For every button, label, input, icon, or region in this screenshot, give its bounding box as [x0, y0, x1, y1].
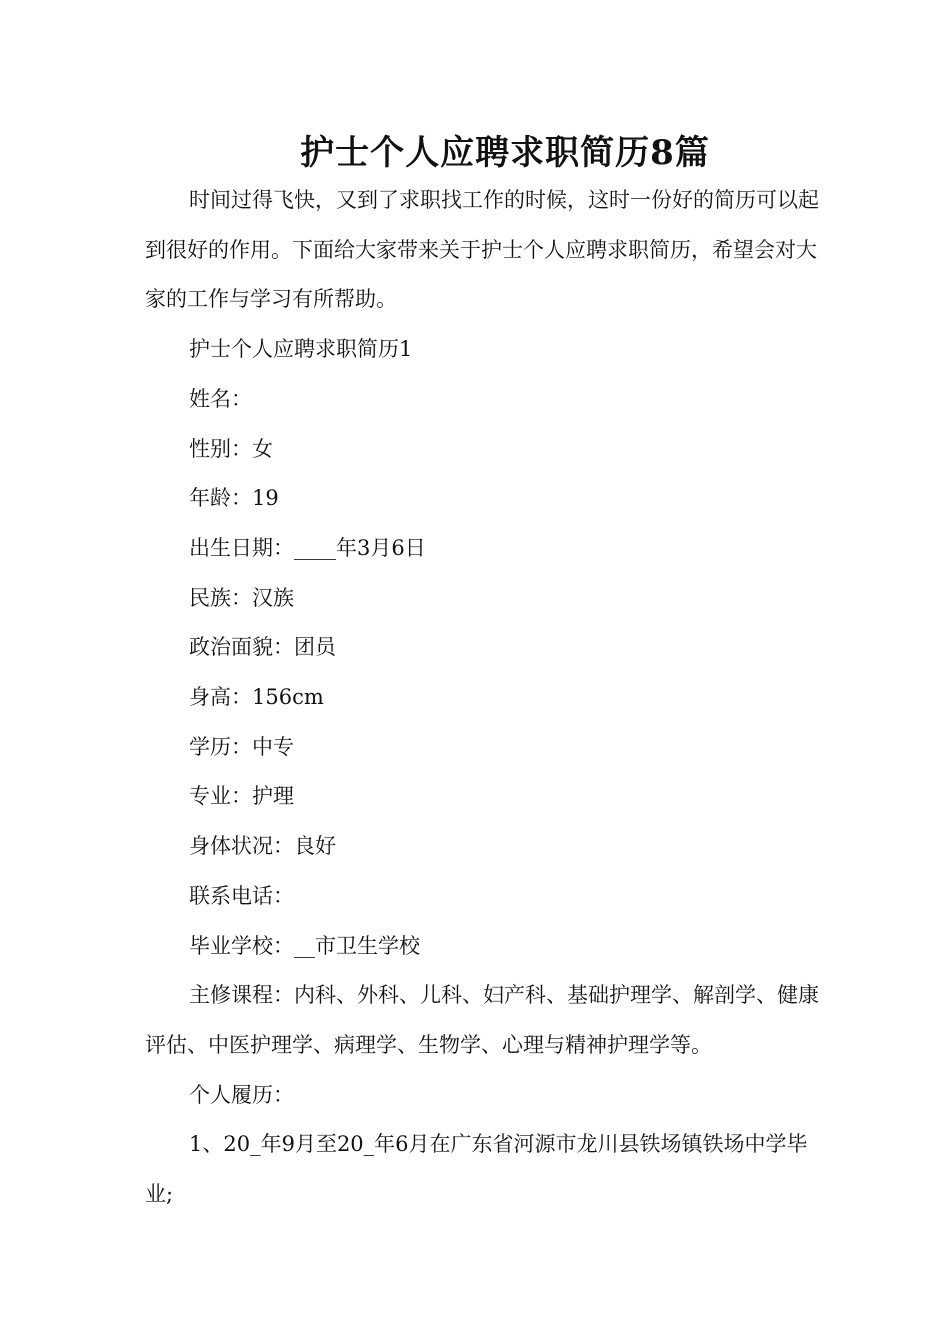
field-phone: 联系电话： [189, 883, 294, 908]
field-birthdate: 出生日期：____年3月6日 [189, 535, 426, 560]
courses-paragraph: 主修课程：内科、外科、儿科、妇产科、基础护理学、解剖学、健康评估、中医护理学、病理学、生物学、心理与精神护理学等。 [145, 983, 819, 1057]
document-title: 护士个人应聘求职简历8篇 [300, 133, 710, 173]
field-ethnicity: 民族：汉族 [189, 585, 294, 610]
field-gender: 性别：女 [189, 436, 273, 461]
history-item: 1、20_年9月至20_年6月在广东省河源市龙川县铁场镇铁场中学毕业; [145, 1132, 808, 1207]
field-major: 专业：护理 [189, 784, 294, 809]
intro-paragraph: 时间过得飞快，又到了求职找工作的时候，这时一份好的简历可以起到很好的作用。下面给大家带来关于护士个人应聘求职简历，希望会对大家的工作与学习有所帮助。 [145, 188, 819, 312]
history-heading: 个人履历： [189, 1082, 294, 1107]
field-political-status: 政治面貌：团员 [189, 635, 336, 660]
field-education: 学历：中专 [189, 734, 294, 759]
document-body [145, 176, 825, 1220]
field-height: 身高：156cm [189, 685, 324, 710]
field-school: 毕业学校：__市卫生学校 [189, 933, 420, 958]
field-age: 年龄：19 [189, 486, 279, 511]
section-heading: 护士个人应聘求职简历1 [189, 337, 413, 362]
field-health: 身体状况：良好 [189, 834, 336, 859]
field-name: 姓名： [189, 386, 252, 411]
